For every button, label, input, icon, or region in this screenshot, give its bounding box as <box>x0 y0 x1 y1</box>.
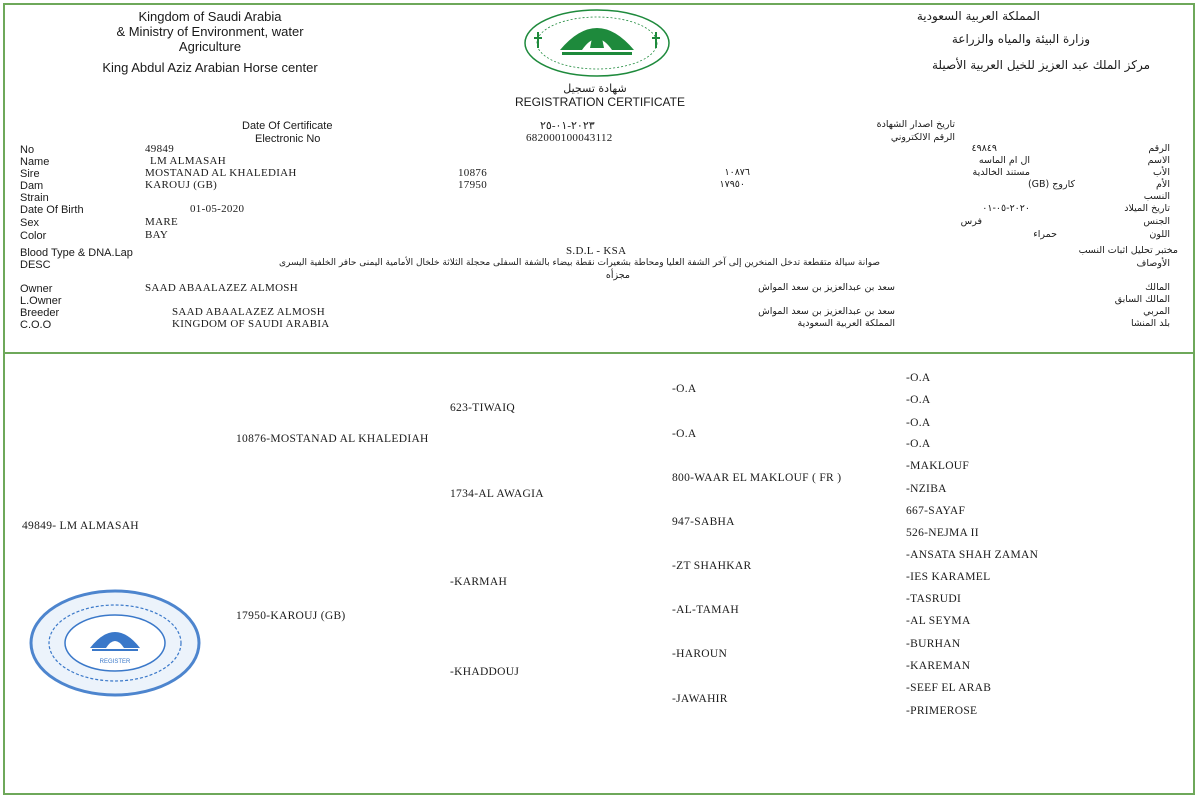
pedigree-gen3-item: -O.A <box>672 383 697 395</box>
no-label-ar: الرقم <box>1148 143 1170 154</box>
sex-label-ar: الجنس <box>1143 216 1170 227</box>
pedigree-gen3-item: -O.A <box>672 428 697 440</box>
pedigree-gen3-item: 947-SABHA <box>672 516 735 528</box>
electronic-label-ar: الرقم الالكتروني <box>890 132 955 143</box>
header-en-line-2: & Ministry of Environment, water <box>116 24 304 39</box>
blood-value: S.D.L - KSA <box>566 245 627 257</box>
pedigree-gen2-item: -KARMAH <box>450 576 508 588</box>
dam-value-ar: كاروج (GB) <box>1027 179 1075 190</box>
pedigree-gen4-item: 667-SAYAF <box>906 505 966 517</box>
name-value-ar: ال ام الماسه <box>978 155 1030 166</box>
desc-value-ar-2: مجزأه <box>605 270 630 281</box>
breeder-label-ar: المربي <box>1143 306 1170 317</box>
desc-value-ar: صوانة سيالة متقطعة تدخل المنخرين إلى آخر الشفة العليا ومحاطة بشعيرات نقطة بيضاء بالشفة السفلى محجلة الثلاثة خلخال الأمامية اليمنى حافر الخلفية اليسرى <box>279 258 880 268</box>
owner-label: Owner <box>20 283 53 295</box>
pedigree-gen3-item: 800-WAAR EL MAKLOUF ( FR ) <box>672 472 842 484</box>
sire-reg-ar: ١٠٨٧٦ <box>724 167 750 178</box>
header-ar-line-2: وزارة البيئة والمياه والزراعة <box>951 32 1090 46</box>
color-value-ar: حمراء <box>1033 229 1057 240</box>
pedigree-dam: 17950-KAROUJ (GB) <box>236 610 346 622</box>
title-en: REGISTRATION CERTIFICATE <box>514 95 685 109</box>
registration-stamp <box>28 588 202 703</box>
dob-label: Date Of Birth <box>20 204 84 216</box>
header-en-line-1: Kingdom of Saudi Arabia <box>138 9 282 24</box>
header-ar-line-1: المملكة العربية السعودية <box>916 9 1040 23</box>
pedigree-gen4-item: 526-NEJMA II <box>906 527 979 539</box>
coo-label-ar: بلد المنشا <box>1130 318 1170 329</box>
coo-value-ar: المملكة العربية السعودية <box>797 318 895 329</box>
strain-label-ar: النسب <box>1143 191 1170 202</box>
title-ar: شهادة تسجيل <box>563 82 627 95</box>
pedigree-gen4-item: -O.A <box>906 372 931 384</box>
header-en-line-3: Agriculture <box>178 39 242 54</box>
name-value: LM ALMASAH <box>150 155 227 167</box>
sire-label-ar: الأب <box>1152 167 1170 178</box>
blood-label: Blood Type & DNA.Lap <box>20 247 133 259</box>
pedigree-gen4-item: -SEEF EL ARAB <box>906 682 992 694</box>
pedigree-gen4-item: -KAREMAN <box>906 660 971 672</box>
pedigree-gen3-item: -AL-TAMAH <box>672 604 739 616</box>
ministry-logo <box>522 8 672 83</box>
lowner-label: L.Owner <box>20 295 62 307</box>
name-label: Name <box>20 156 50 168</box>
dam-reg-ar: ١٧٩٥٠ <box>719 179 745 190</box>
blood-label-ar: مختبر تحليل اثبات النسب <box>1078 245 1178 256</box>
sire-value-ar: مستند الخالدية <box>972 167 1030 178</box>
no-value: 49849 <box>145 143 174 155</box>
dam-reg: 17950 <box>458 179 487 191</box>
pedigree-gen4-item: -PRIMEROSE <box>906 705 978 717</box>
coo-value: KINGDOM OF SAUDI ARABIA <box>172 318 330 330</box>
dob-label-ar: تاريخ الميلاد <box>1124 203 1170 214</box>
pedigree-gen4-item: -O.A <box>906 417 931 429</box>
electronic-value: 682000100043112 <box>526 132 613 144</box>
dam-value: KAROUJ (GB) <box>145 179 218 191</box>
breeder-value: SAAD ABAALAZEZ ALMOSH <box>172 306 325 318</box>
sire-value: MOSTANAD AL KHALEDIAH <box>145 167 297 179</box>
pedigree-gen4-item: -NZIBA <box>906 483 947 495</box>
dob-value-ar: ٢٠٢٠-٠٥-٠١ <box>982 203 1030 214</box>
owner-value-ar: سعد بن عبدالعزيز بن سعد المواش <box>758 282 895 293</box>
header-ar-line-3: مركز الملك عبد العزيز للخيل العربية الأصيلة <box>932 58 1150 72</box>
pedigree-gen2-item: -KHADDOUJ <box>450 666 520 678</box>
pedigree-gen4-item: -MAKLOUF <box>906 460 970 472</box>
pedigree-gen3-item: -ZT SHAHKAR <box>672 560 752 572</box>
dob-value: 01-05-2020 <box>190 203 245 215</box>
no-label: No <box>20 144 35 156</box>
coo-label: C.O.O <box>20 319 52 331</box>
header-en-center-name: King Abdul Aziz Arabian Horse center <box>102 60 318 75</box>
pedigree-gen4-item: -AL SEYMA <box>906 615 971 627</box>
date-label: Date Of Certificate <box>242 120 333 132</box>
color-label: Color <box>20 230 47 242</box>
color-label-ar: اللون <box>1149 229 1170 240</box>
pedigree-gen3-item: -HAROUN <box>672 648 728 660</box>
strain-label: Strain <box>20 192 49 204</box>
sex-label: Sex <box>20 217 39 229</box>
no-value-ar: ٤٩٨٤٩ <box>971 143 997 154</box>
date-label-ar: تاريخ اصدار الشهادة <box>876 119 955 130</box>
pedigree-gen3-item: -JAWAHIR <box>672 693 728 705</box>
section-divider <box>3 352 1195 354</box>
pedigree-gen4-item: -O.A <box>906 394 931 406</box>
pedigree-gen4-item: -ANSATA SHAH ZAMAN <box>906 549 1039 561</box>
date-value: ٢٠٢٣-٠١-٢٥ <box>540 120 595 132</box>
pedigree-gen2-item: 623-TIWAIQ <box>450 402 515 414</box>
pedigree-gen4-item: -O.A <box>906 438 931 450</box>
owner-value: SAAD ABAALAZEZ ALMOSH <box>145 282 298 294</box>
color-value: BAY <box>145 229 169 241</box>
pedigree-gen4-item: -TASRUDI <box>906 593 962 605</box>
dam-label: Dam <box>20 180 44 192</box>
pedigree-gen4-item: -IES KARAMEL <box>906 571 991 583</box>
electronic-label: Electronic No <box>255 133 321 145</box>
pedigree-subject: 49849- LM ALMASAH <box>22 520 139 532</box>
name-label-ar: الاسم <box>1147 155 1170 166</box>
desc-label: DESC <box>20 259 51 271</box>
pedigree-sire: 10876-MOSTANAD AL KHALEDIAH <box>236 433 429 445</box>
pedigree-gen2-item: 1734-AL AWAGIA <box>450 488 544 500</box>
pedigree-gen4-item: -BURHAN <box>906 638 961 650</box>
sire-label: Sire <box>20 168 40 180</box>
sex-value-ar: فرس <box>960 216 982 227</box>
sire-reg: 10876 <box>458 167 487 179</box>
desc-label-ar: الأوصاف <box>1136 258 1170 269</box>
breeder-label: Breeder <box>20 307 60 319</box>
stamp-text: REGISTER <box>99 659 131 665</box>
sex-value: MARE <box>145 216 178 228</box>
dam-label-ar: الأم <box>1156 179 1170 190</box>
lowner-label-ar: المالك السابق <box>1114 294 1170 305</box>
owner-label-ar: المالك <box>1145 282 1170 293</box>
breeder-value-ar: سعد بن عبدالعزيز بن سعد المواش <box>758 306 895 317</box>
